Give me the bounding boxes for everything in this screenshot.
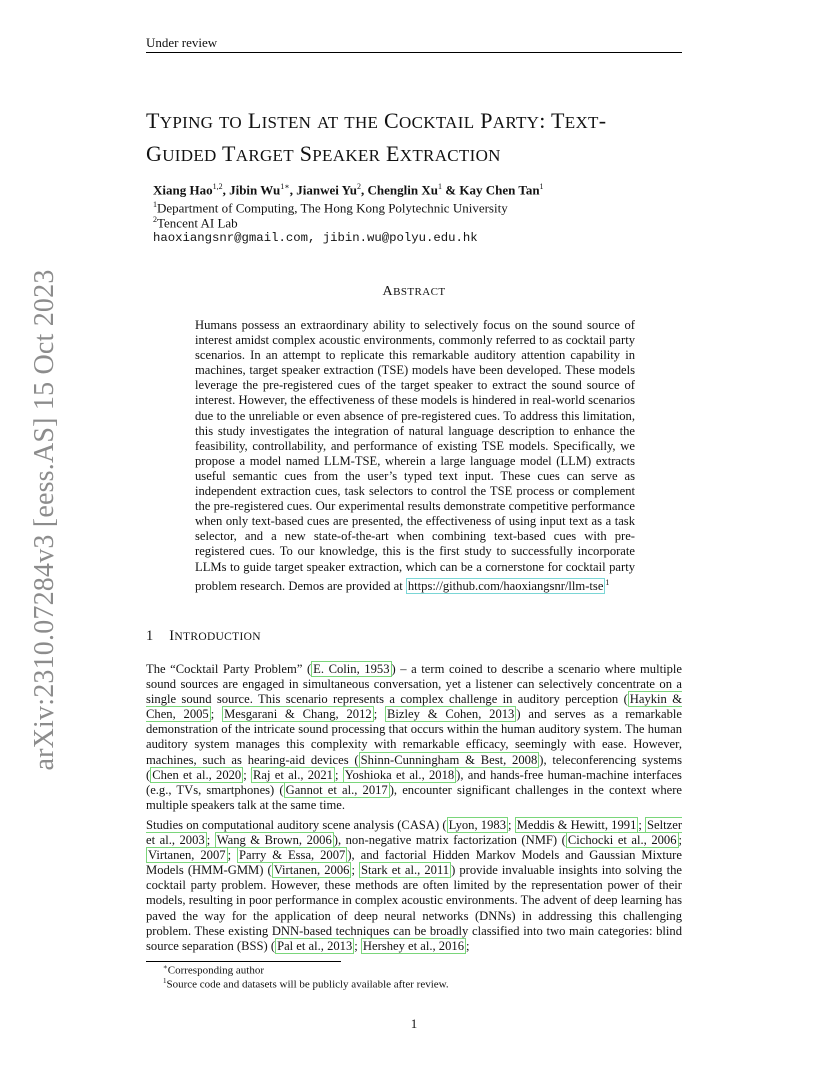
aff-sup: 2 <box>153 215 157 224</box>
text: ; <box>373 707 386 722</box>
text: ; <box>206 833 215 848</box>
author-emails: haoxiangsnr@gmail.com, jibin.wu@polyu.edu.hk <box>153 231 478 245</box>
author-list: Xiang Hao$^{1,2}$, Jibin $Wu^{1∗}$, Jianwei Yu$^2$, Chenglin Xu$^1$ & Kay Chen Tan$^1$ <box>153 182 544 198</box>
aff-text: Tencent AI Lab <box>157 215 238 231</box>
section-heading <box>146 628 261 645</box>
abstract-heading: ABSTRACT <box>382 284 446 299</box>
text: ), and factorial Hidden Markov Models and Gaussian Mixture Models (HMM-GMM) ( <box>146 848 682 878</box>
citation-link[interactable]: Parry & Essa, 2007 <box>239 848 346 863</box>
paper-title <box>146 105 706 171</box>
text: Studies on computational auditory scene analysis (CASA) ( <box>146 818 447 832</box>
author-name: Chenglin Xu <box>367 182 438 198</box>
citation-link[interactable]: Pal et al., 2013 <box>277 938 353 953</box>
footnote-2 <box>163 977 449 991</box>
footnote-rule <box>146 961 341 962</box>
citation-link[interactable]: Chen et al., 2020 <box>152 767 242 782</box>
citation-link[interactable]: Stark et al., 2011 <box>361 863 450 878</box>
author-name: Jibin Wu <box>229 182 281 198</box>
citation-link[interactable]: Virtanen, 2007 <box>148 848 226 863</box>
fn-sup: ∗ <box>163 963 168 971</box>
author-sup: 1 <box>539 182 544 191</box>
page-number: 1 <box>410 1016 418 1031</box>
text: ), teleconferencing systems ( <box>146 752 683 782</box>
arxiv-stamp <box>30 260 60 780</box>
footnote-1 <box>163 963 264 977</box>
header-rule <box>146 52 682 53</box>
text: ) provide invaluable insights into solving the cocktail party problem. However, these methods are often limited by the representation power of their models, resulting in poor performance in complex acoustic environments. The advent of deep learning has paved the way for the application of deep neural networks (DNNs) in addressing this challenging problem. These existing DNN-based techniques can be broadly classified into two main categories: blind source separation (BSS) ( <box>146 863 682 953</box>
section-title: INTRODUCTION <box>169 628 261 644</box>
fn-text: Corresponding author <box>167 964 264 977</box>
text: ; <box>508 818 515 832</box>
title-line-1: TYPING TO LISTEN AT THE COCKTAIL PARTY: TEXT- <box>146 108 607 133</box>
author-sup: 2 <box>357 182 362 191</box>
affiliation-1 <box>153 200 508 216</box>
citation-link[interactable]: Virtanen, 2006 <box>273 863 350 878</box>
citation-link[interactable]: Gannot et al., 2017 <box>285 782 388 797</box>
abstract-text: Humans possess an extraordinary ability to selectively focus on the sound source of interest amidst complex acoustic environments, commonly referred to as cocktail party scenarios. In an attempt to replicate this remarkable auditory attention capability in machines, target speaker extraction (TSE) models have been developed. These models leverage the pre-registered cues of the target speaker to extract the sound source of interest. However, the effectiveness of these models is hindered in real-world scenarios due to the unreliable or even absence of pre-registered cues. To address this limitation, this study investigates the integration of natural language description to enhance the feasibility, controllability, and performance of existing TSE models. Specifically, we propose a model named LLM-TSE, wherein a large language model (LLM) extracts useful semantic cues from the user’s typed text input. These cues can serve as independent extraction cues, task selectors to control the TSE process or complement the pre-registered cues. Our experimental results demonstrate competitive performance when only text-based cues are presented, the effectiveness of using input text as a task selector, and a new state-of-the-art when combining text-based cues with pre-registered cues. To our knowledge, this is the first study to successfully incorporate LLMs to guide target speaker extraction, which can be a cornerstone for cocktail party problem research. Demos are provided at <box>195 318 635 593</box>
aff-sup: 1 <box>153 200 157 209</box>
text: ), non-negative matrix factorization (NMF) ( <box>333 833 566 848</box>
citation-link[interactable]: Seltzer et al., 2003 <box>146 818 683 848</box>
text: ; <box>210 707 223 722</box>
intro-paragraph-1 <box>146 662 682 813</box>
fn-text: Source code and datasets will be publicly available after review. <box>166 978 449 991</box>
abstract-body <box>195 318 635 594</box>
author-name: Xiang Hao <box>153 182 213 198</box>
text: The “Cocktail Party Problem” ( <box>146 662 312 676</box>
text: ; <box>466 938 470 953</box>
text: ; <box>354 938 361 953</box>
text: ) – a term coined to describe a scenario where multiple sound sources are engaged in simultaneous conversation, yet a listener can selectively concentrate on a single sound source. This scenario represents a complex challenge in auditory perception ( <box>146 662 682 707</box>
citation-link[interactable]: Raj et al., 2021 <box>253 767 333 782</box>
affiliation-2 <box>153 215 238 231</box>
title-line-2: GUIDED TARGET SPEAKER EXTRACTION <box>146 141 501 166</box>
text: ; <box>638 818 646 832</box>
running-header: Under review <box>146 35 218 50</box>
text: ), encounter significant challenges in the context where multiple speakers talk at the same time. <box>146 782 682 812</box>
intro-paragraph-2 <box>146 818 682 954</box>
author-sup: 1∗ <box>280 182 290 191</box>
author-sup: 1 <box>438 182 442 191</box>
citation-link[interactable]: Lyon, 1983 <box>448 818 506 832</box>
author-sup: 1,2 <box>212 182 223 191</box>
citation-link[interactable]: Wang & Brown, 2006 <box>216 833 332 848</box>
text: ; <box>351 863 360 878</box>
text: ; <box>243 767 251 782</box>
citation-link[interactable]: Mesgarani & Chang, 2012 <box>224 707 372 722</box>
footnote-ref: 1 <box>605 577 610 587</box>
citation-link[interactable]: Shinn-Cunningham & Best, 2008 <box>360 752 538 767</box>
citation-link[interactable]: Yoshioka et al., 2018 <box>344 767 455 782</box>
text: ; <box>678 833 683 848</box>
citation-link[interactable]: E. Colin, 1953 <box>313 662 390 676</box>
text: ) and serves as a remarkable demonstration of the intricate sound processing that occurs within the human auditory system. The human auditory system manages this complexity with remarkable efficacy, seemingly with ease. However, machines, such as hearing-aid devices ( <box>146 707 682 767</box>
aff-text: Department of Computing, The Hong Kong Polytechnic University <box>157 200 508 216</box>
demo-link[interactable]: https://github.com/haoxiangsnr/llm-tse <box>407 578 604 593</box>
author-name: Kay Chen Tan <box>459 182 540 198</box>
citation-link[interactable]: Cichocki et al., 2006 <box>567 833 677 848</box>
citation-link[interactable]: Haykin & Chen, 2005 <box>146 692 682 722</box>
text: ), and hands-free human-machine interfaces (e.g., TVs, smartphones) ( <box>146 767 682 797</box>
section-number: 1 <box>146 628 154 644</box>
citation-link[interactable]: Bizley & Cohen, 2013 <box>387 707 515 722</box>
fn-sup: 1 <box>163 977 167 985</box>
text: ; <box>334 767 343 782</box>
arxiv-stamp-text: arXiv:2310.07284v3 [eess.AS] 15 Oct 2023 <box>29 269 60 771</box>
text: ; <box>227 848 238 863</box>
author-name: Jianwei Yu <box>296 182 358 198</box>
citation-link[interactable]: Meddis & Hewitt, 1991 <box>516 818 637 832</box>
citation-link[interactable]: Hershey et al., 2016 <box>362 938 464 953</box>
